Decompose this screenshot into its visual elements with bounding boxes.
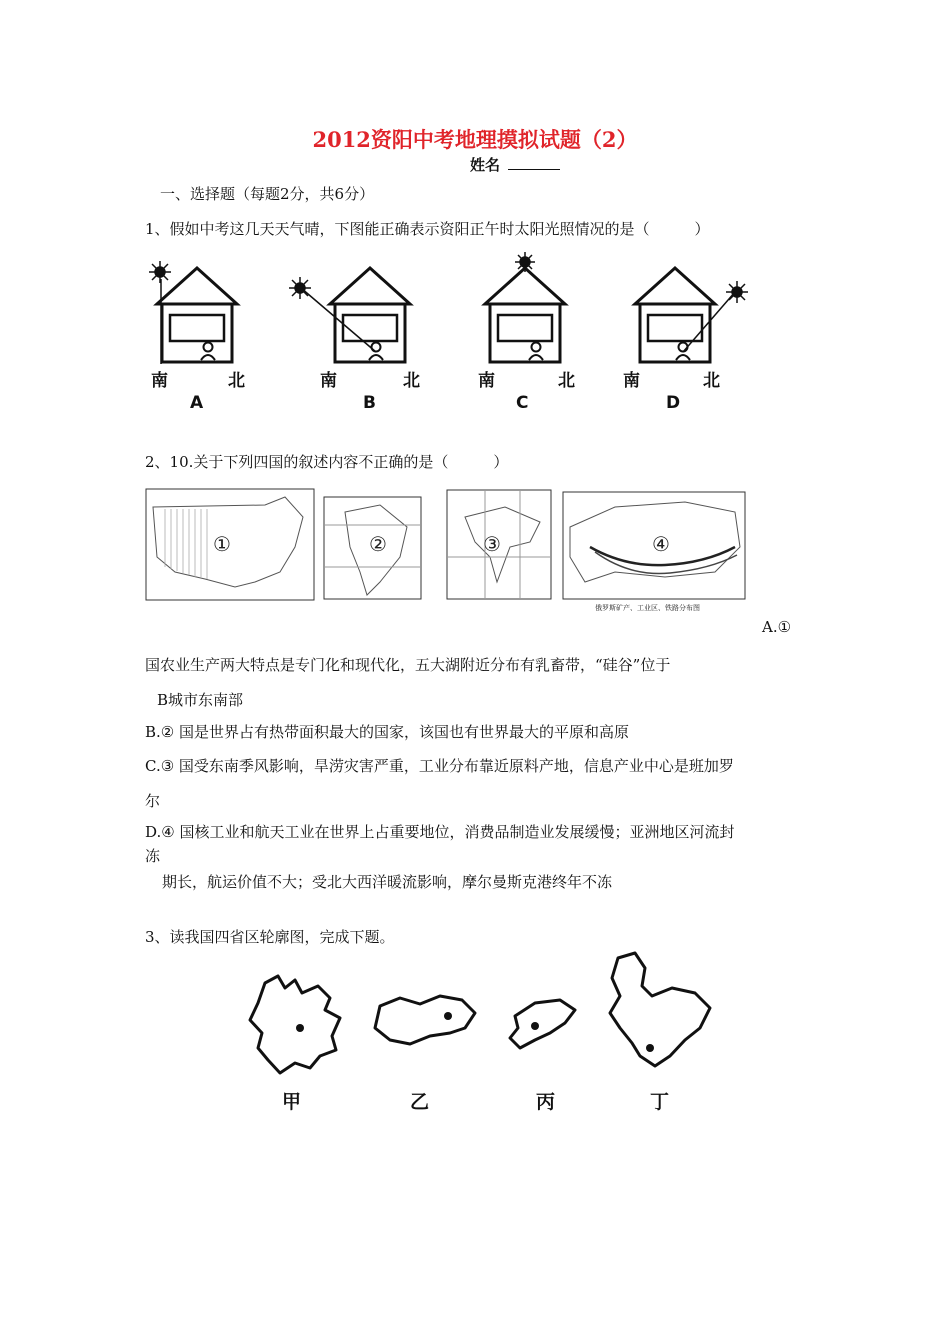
province-label-ding: 丁 [650, 1091, 670, 1113]
option-c-line-1: C.③ 国受东南季风影响，旱涝灾害严重，工业分布靠近原料产地，信息产业中心是班加罗 [145, 757, 734, 775]
option-a-prefix: A.① [762, 618, 792, 636]
panel-b-south: 南 [320, 371, 337, 391]
name-field [470, 154, 560, 175]
province-label-yi: 乙 [410, 1091, 430, 1113]
province-label-jia: 甲 [282, 1091, 302, 1113]
four-country-maps [145, 487, 750, 612]
panel-a-south: 南 [151, 371, 168, 391]
panel-b-letter: B [363, 393, 376, 413]
option-d-line-3: 期长，航运价值不大；受北大西洋暖流影响，摩尔曼斯克港终年不冻 [162, 873, 613, 891]
panel-d-house [635, 268, 735, 362]
panel-c-letter: C [516, 393, 529, 413]
province-label-bing: 丙 [536, 1091, 556, 1113]
map-1-label: ① [213, 532, 231, 556]
province-ding-outline [610, 953, 710, 1066]
sunlight-house-figure [145, 252, 750, 417]
name-blank [508, 155, 560, 170]
sun-icon [149, 261, 171, 283]
panel-c-north: 北 [558, 371, 575, 391]
panel-a-north: 北 [228, 371, 245, 391]
option-a-line-1: 国农业生产两大特点是专门化和现代化，五大湖附近分布有乳畜带，“硅谷”位于 [145, 656, 671, 674]
panel-c-house [485, 268, 565, 362]
map-3-label: ③ [483, 532, 501, 556]
panel-c-south: 南 [478, 371, 495, 391]
province-jia-outline [250, 976, 340, 1073]
panel-a-house [157, 268, 237, 364]
sun-icon [289, 277, 311, 299]
question-3-text: 3、读我国四省区轮廓图，完成下题。 [145, 928, 395, 946]
map-4-caption: 俄罗斯矿产、工业区、铁路分布图 [595, 604, 700, 612]
sun-icon [515, 252, 535, 272]
name-label: 姓名 [470, 156, 501, 174]
page-title: 2012资阳中考地理摸拟试题（2） [312, 127, 638, 152]
option-b: B.② 国是世界占有热带面积最大的国家，该国也有世界最大的平原和高原 [145, 723, 630, 741]
option-c-line-2: 尔 [145, 792, 161, 810]
panel-d-letter: D [666, 393, 681, 413]
section-heading: 一、选择题（每题2分，共6分） [160, 185, 375, 203]
map-2-label: ② [369, 532, 387, 556]
question-1-text: 1、假如中考这几天天气晴，下图能正确表示资阳正午时太阳光照情况的是（ ） [145, 220, 710, 238]
panel-d-north: 北 [703, 371, 720, 391]
panel-a-letter: A [190, 393, 204, 413]
province-outlines-figure [240, 948, 720, 1128]
question-2-text: 2、10.关于下列四国的叙述内容不正确的是（ ） [145, 453, 509, 471]
province-yi-outline [375, 996, 475, 1044]
panel-b-north: 北 [403, 371, 420, 391]
panel-d-south: 南 [623, 371, 640, 391]
option-d-line-1: D.④ 国核工业和航天工业在世界上占重要地位，消费品制造业发展缓慢；亚洲地区河流封 [145, 823, 735, 841]
option-a-line-2: B城市东南部 [157, 691, 244, 709]
map-4-label: ④ [652, 532, 670, 556]
panel-b-house [301, 268, 410, 362]
sun-icon [726, 281, 748, 303]
province-bing-outline [510, 1000, 575, 1048]
option-d-line-2: 冻 [145, 847, 161, 865]
